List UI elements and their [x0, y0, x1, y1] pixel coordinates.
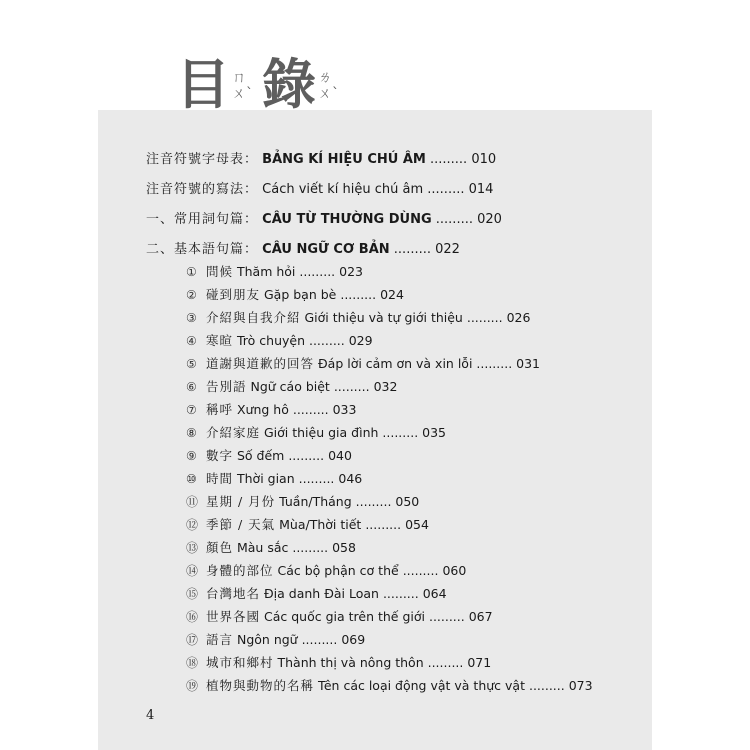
toc-subentry-vietnamese: Giới thiệu gia đình: [263, 425, 379, 440]
toc-subentry-number: ⑨: [186, 449, 197, 463]
toc-entry[interactable]: [146, 152, 496, 168]
toc-subentry-page: 032: [373, 379, 398, 394]
toc-subentry-vietnamese: Tên các loại động vật và thực vật: [317, 678, 525, 693]
toc-subentry[interactable]: [186, 287, 404, 303]
toc-subentry-dots: .........: [292, 402, 329, 417]
title-bopomofo-2: ㄌㄨˋ: [318, 70, 339, 102]
toc-subentry-chinese: 世界各國: [205, 609, 260, 624]
toc-entry-dots: .........: [435, 212, 473, 227]
toc-subentry-vietnamese: Xưng hô: [236, 402, 289, 417]
toc-subentry-dots: .........: [308, 333, 345, 348]
toc-subentry[interactable]: [186, 471, 362, 487]
toc-subentry-number: ⑪: [186, 495, 199, 509]
toc-subentry-dots: .........: [382, 425, 419, 440]
toc-subentry-dots: .........: [340, 287, 377, 302]
toc-subentry-vietnamese: Đáp lời cảm ơn và xin lỗi: [317, 356, 473, 371]
title-bopomofo-1: ㄇㄨˋ: [232, 70, 253, 102]
toc-subentry[interactable]: [186, 540, 356, 556]
toc-entry-dots: .........: [427, 182, 465, 197]
toc-subentry-page: 054: [405, 517, 429, 532]
toc-subentry-vietnamese: Gặp bạn bè: [263, 287, 337, 302]
toc-entry-vietnamese: CÂU NGỮ CƠ BẢN: [262, 242, 390, 257]
toc-subentry-dots: .........: [298, 471, 335, 486]
toc-subentry-dots: .........: [333, 379, 370, 394]
toc-subentry-number: ⑤: [186, 357, 197, 371]
toc-subentry-chinese: 問候: [205, 264, 233, 279]
toc-subentry-page: 069: [341, 632, 366, 647]
toc-subentry-dots: .........: [476, 356, 513, 371]
toc-subentry[interactable]: [186, 333, 373, 349]
toc-subentry-page: 058: [332, 540, 356, 555]
toc-subentry-vietnamese: Địa danh Đài Loan: [263, 586, 379, 601]
toc-subentry-number: ③: [186, 311, 197, 325]
toc-subentry-chinese: 告別語: [205, 379, 247, 394]
toc-subentry[interactable]: [186, 655, 491, 671]
toc-subentry-page: 024: [380, 287, 404, 302]
toc-subentry-dots: .........: [466, 310, 503, 325]
toc-subentry-vietnamese: Giới thiệu và tự giới thiệu: [304, 310, 463, 325]
toc-subentry-vietnamese: Trò chuyện: [236, 333, 305, 348]
toc-subentry[interactable]: [186, 586, 447, 602]
toc-subentry[interactable]: [186, 563, 466, 579]
toc-subentry-number: ⑫: [186, 518, 199, 532]
toc-subentry-vietnamese: Thăm hỏi: [236, 264, 296, 279]
toc-subentry-number: ⑭: [186, 564, 199, 578]
toc-subentry[interactable]: [186, 494, 419, 510]
toc-subentry-chinese: 顏色: [205, 540, 233, 555]
toc-subentry-chinese: 季節 / 天氣: [205, 517, 276, 532]
title-char-2: 錄: [262, 52, 316, 116]
toc-subentry[interactable]: [186, 609, 493, 625]
toc-subentry[interactable]: [186, 264, 363, 280]
toc-subentry[interactable]: [186, 678, 593, 694]
toc-subentry-page: 060: [442, 563, 467, 578]
toc-subentry-number: ①: [186, 265, 197, 279]
toc-subentry-dots: .........: [355, 494, 392, 509]
toc-subentry-chinese: 介紹家庭: [205, 425, 260, 440]
toc-subentry-page: 033: [332, 402, 357, 417]
toc-subentry-chinese: 語言: [205, 632, 233, 647]
toc-subentry-vietnamese: Các quốc gia trên thế giới: [263, 609, 425, 624]
toc-subentry-page: 073: [568, 678, 593, 693]
toc-subentry-page: 064: [422, 586, 447, 601]
toc-subentry-number: ⑦: [186, 403, 197, 417]
toc-subentry-number: ⑬: [186, 541, 199, 555]
toc-subentry-vietnamese: Thời gian: [236, 471, 295, 486]
toc-subentry-dots: .........: [427, 655, 464, 670]
toc-entry-page: 020: [477, 212, 502, 227]
toc-subentry-page: 023: [339, 264, 363, 279]
toc-subentry-chinese: 介紹與自我介紹: [205, 310, 301, 325]
toc-subentry-chinese: 台灣地名: [205, 586, 260, 601]
toc-subentry-chinese: 碰到朋友: [205, 287, 260, 302]
toc-entry-chinese: 二、基本語句篇：: [146, 242, 259, 257]
toc-subentry-dots: .........: [365, 517, 402, 532]
toc-subentry-number: ⑮: [186, 587, 199, 601]
toc-subentry-dots: .........: [288, 448, 325, 463]
page-number: 4: [146, 708, 155, 723]
toc-subentry-dots: .........: [301, 632, 338, 647]
toc-subentry-chinese: 寒暄: [205, 333, 233, 348]
toc-entry-chinese: 注音符號字母表：: [146, 152, 259, 167]
toc-subentry[interactable]: [186, 379, 397, 395]
toc-subentry-page: 040: [328, 448, 352, 463]
toc-subentry[interactable]: [186, 402, 356, 418]
toc-entry-vietnamese: CÂU TỪ THƯỜNG DÙNG: [262, 212, 432, 227]
toc-subentry-page: 046: [338, 471, 363, 486]
toc-subentry-chinese: 星期 / 月份: [205, 494, 276, 509]
toc-subentry-vietnamese: Tuần/Tháng: [279, 494, 352, 509]
toc-subentry-vietnamese: Số đếm: [236, 448, 285, 463]
toc-entry-page: 010: [471, 152, 497, 167]
toc-subentry-number: ⑲: [186, 679, 199, 693]
toc-subentry-chinese: 身體的部位: [205, 563, 274, 578]
toc-subentry-chinese: 數字: [205, 448, 233, 463]
toc-entry[interactable]: [146, 242, 460, 258]
toc-subentry[interactable]: [186, 517, 429, 533]
toc-entry-dots: .........: [429, 152, 468, 167]
toc-subentry-page: 029: [348, 333, 373, 348]
toc-subentry-number: ②: [186, 288, 197, 302]
toc-subentry-number: ④: [186, 334, 197, 348]
toc-subentry-dots: .........: [299, 264, 336, 279]
toc-subentry-dots: .........: [402, 563, 439, 578]
toc-entry[interactable]: [146, 182, 493, 198]
toc-subentry-vietnamese: Màu sắc: [236, 540, 289, 555]
toc-subentry-chinese: 植物與動物的名稱: [205, 678, 314, 693]
toc-subentry-number: ⑥: [186, 380, 197, 394]
toc-entry-page: 014: [468, 182, 494, 197]
toc-subentry-vietnamese: Mùa/Thời tiết: [279, 517, 362, 532]
toc-subentry-dots: .........: [528, 678, 565, 693]
toc-subentry-page: 031: [516, 356, 541, 371]
toc-entry-dots: .........: [393, 242, 431, 257]
toc-subentry-vietnamese: Ngữ cáo biệt: [250, 379, 330, 394]
toc-subentry-chinese: 道謝與道歉的回答: [205, 356, 314, 371]
toc-subentry-page: 071: [467, 655, 492, 670]
title-char-1: 目: [176, 52, 230, 116]
toc-entry-vietnamese: BẢNG KÍ HIỆU CHÚ ÂM: [262, 152, 426, 167]
toc-subentry-chinese: 稱呼: [205, 402, 233, 417]
toc-subentry[interactable]: [186, 310, 530, 326]
toc-subentry[interactable]: [186, 632, 365, 648]
toc-subentry-page: 050: [395, 494, 420, 509]
toc-entry-page: 022: [435, 242, 460, 257]
toc-subentry-page: 026: [506, 310, 531, 325]
toc-entry-chinese: 一、常用詞句篇：: [146, 212, 259, 227]
toc-subentry-number: ⑩: [186, 472, 197, 486]
toc-subentry-page: 035: [422, 425, 447, 440]
toc-subentry-number: ⑧: [186, 426, 197, 440]
toc-subentry[interactable]: [186, 425, 446, 441]
toc-entry-chinese: 注音符號的寫法：: [146, 182, 259, 197]
toc-subentry-vietnamese: Ngôn ngữ: [236, 632, 298, 647]
toc-subentry-dots: .........: [292, 540, 329, 555]
toc-subentry[interactable]: [186, 448, 352, 464]
toc-subentry[interactable]: [186, 356, 540, 372]
toc-subentry-number: ⑰: [186, 633, 199, 647]
toc-subentry-number: ⑱: [186, 656, 199, 670]
toc-subentry-chinese: 時間: [205, 471, 233, 486]
toc-subentry-dots: .........: [428, 609, 465, 624]
toc-subentry-vietnamese: Các bộ phận cơ thể: [277, 563, 399, 578]
toc-subentry-page: 067: [468, 609, 493, 624]
toc-subentry-vietnamese: Thành thị và nông thôn: [277, 655, 424, 670]
toc-entry-vietnamese: Cách viết kí hiệu chú âm: [262, 182, 424, 197]
toc-entry[interactable]: [146, 212, 502, 228]
toc-subentry-dots: .........: [382, 586, 419, 601]
toc-subentry-number: ⑯: [186, 610, 199, 624]
toc-subentry-chinese: 城市和鄉村: [205, 655, 274, 670]
